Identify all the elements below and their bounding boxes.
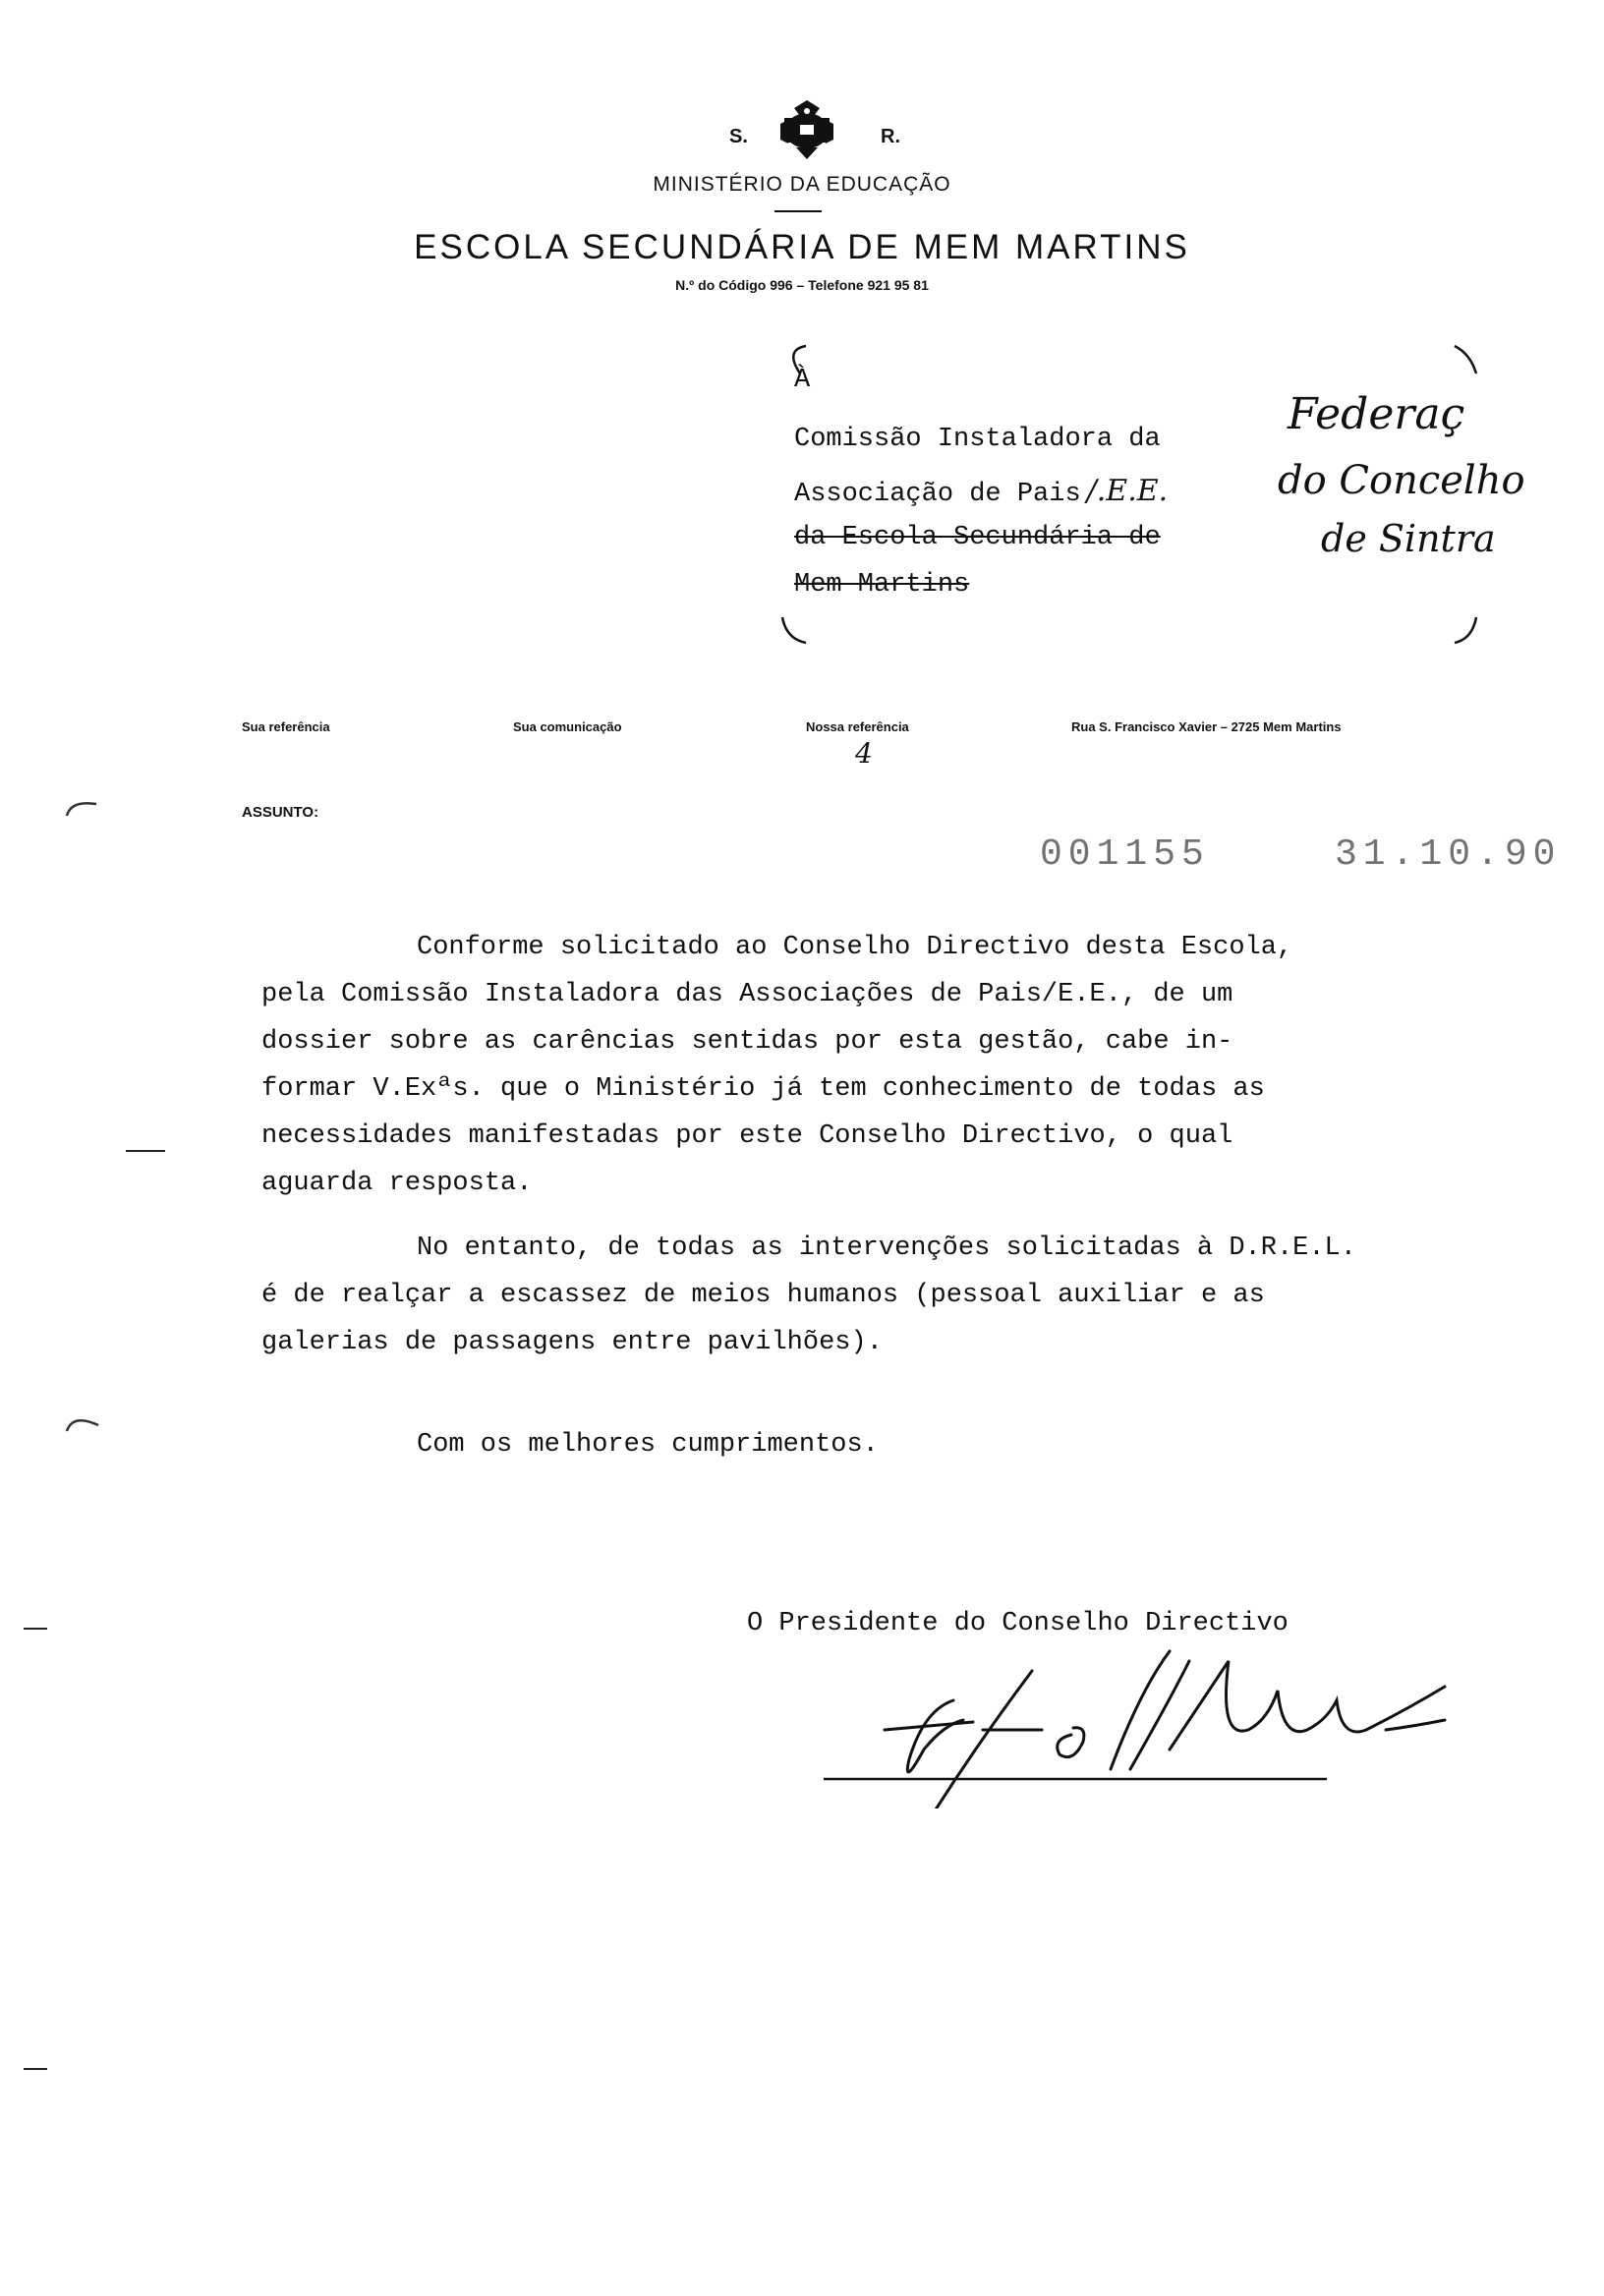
recipient-line-2-added: /.E.E. bbox=[1086, 474, 1169, 508]
paragraph-1-line: formar V.Exªs. que o Ministério já tem conhecimento de todas as bbox=[261, 1074, 1265, 1104]
school-contact: N.º do Código 996 – Telefone 921 95 81 bbox=[675, 277, 929, 293]
recipient-line-1: Comissão Instaladora da bbox=[794, 425, 1161, 454]
stamp-number: 001155 bbox=[1040, 833, 1210, 876]
signature-title: O Presidente do Conselho Directivo bbox=[747, 1609, 1289, 1638]
sua-referencia-label: Sua referência bbox=[242, 719, 330, 734]
recipient-line-2-main: Associação de Pais bbox=[794, 480, 1081, 509]
paragraph-2-line: galerias de passagens entre pavilhões). bbox=[261, 1328, 883, 1357]
school-address: Rua S. Francisco Xavier – 2725 Mem Martins bbox=[1071, 719, 1342, 734]
sua-comunicacao-label: Sua comunicação bbox=[513, 719, 622, 734]
ministry-name: MINISTÉRIO DA EDUCAÇÃO bbox=[653, 173, 951, 196]
ministry-underline bbox=[774, 210, 822, 212]
nossa-referencia-value: 4 bbox=[855, 737, 873, 770]
paragraph-1-line: aguarda resposta. bbox=[261, 1169, 533, 1198]
assunto-label: ASSUNTO: bbox=[242, 804, 319, 821]
margin-mark bbox=[126, 1150, 165, 1152]
nossa-referencia-label: Nossa referência bbox=[806, 719, 909, 734]
handwritten-signature-icon bbox=[816, 1632, 1464, 1808]
paragraph-1-line: dossier sobre as carências sentidas por esta gestão, cabe in- bbox=[261, 1027, 1233, 1057]
paragraph-1 bbox=[261, 924, 1292, 1207]
paragraph-2 bbox=[261, 1225, 1356, 1366]
margin-mark bbox=[24, 2068, 47, 2070]
handwritten-note-line-1: Federaç bbox=[1288, 389, 1465, 439]
recipient-line-4-struck: Mem Martins bbox=[794, 570, 970, 600]
school-name: ESCOLA SECUNDÁRIA DE MEM MARTINS bbox=[414, 228, 1190, 266]
paragraph-2-line: é de realçar a escassez de meios humanos (pessoal auxiliar e as bbox=[261, 1281, 1265, 1310]
paragraph-1-line: Conforme solicitado ao Conselho Directivo desta Escola, bbox=[417, 933, 1293, 962]
recipient-line-3-struck: da Escola Secundária de bbox=[794, 523, 1161, 552]
handwritten-note-line-2: do Concelho bbox=[1278, 458, 1525, 503]
paragraph-1-line: necessidades manifestadas por este Conselho Directivo, o qual bbox=[261, 1121, 1233, 1151]
coat-of-arms-icon bbox=[774, 98, 839, 163]
stamp-date: 31.10.90 bbox=[1335, 833, 1562, 876]
punch-hole-mark bbox=[63, 1411, 102, 1435]
sr-right-initial: R. bbox=[881, 126, 900, 147]
recipient-to: À bbox=[794, 366, 811, 395]
closing-line: Com os melhores cumprimentos. bbox=[417, 1430, 879, 1460]
recipient-line-2 bbox=[794, 474, 1168, 509]
paragraph-1-line: pela Comissão Instaladora das Associações de Pais/E.E., de um bbox=[261, 980, 1233, 1009]
paragraph-2-line: No entanto, de todas as intervenções solicitadas à D.R.E.L. bbox=[417, 1234, 1356, 1263]
margin-mark bbox=[24, 1628, 47, 1630]
punch-hole-mark bbox=[63, 796, 102, 820]
handwritten-note-line-3: de Sintra bbox=[1321, 517, 1496, 560]
sr-left-initial: S. bbox=[729, 126, 748, 147]
